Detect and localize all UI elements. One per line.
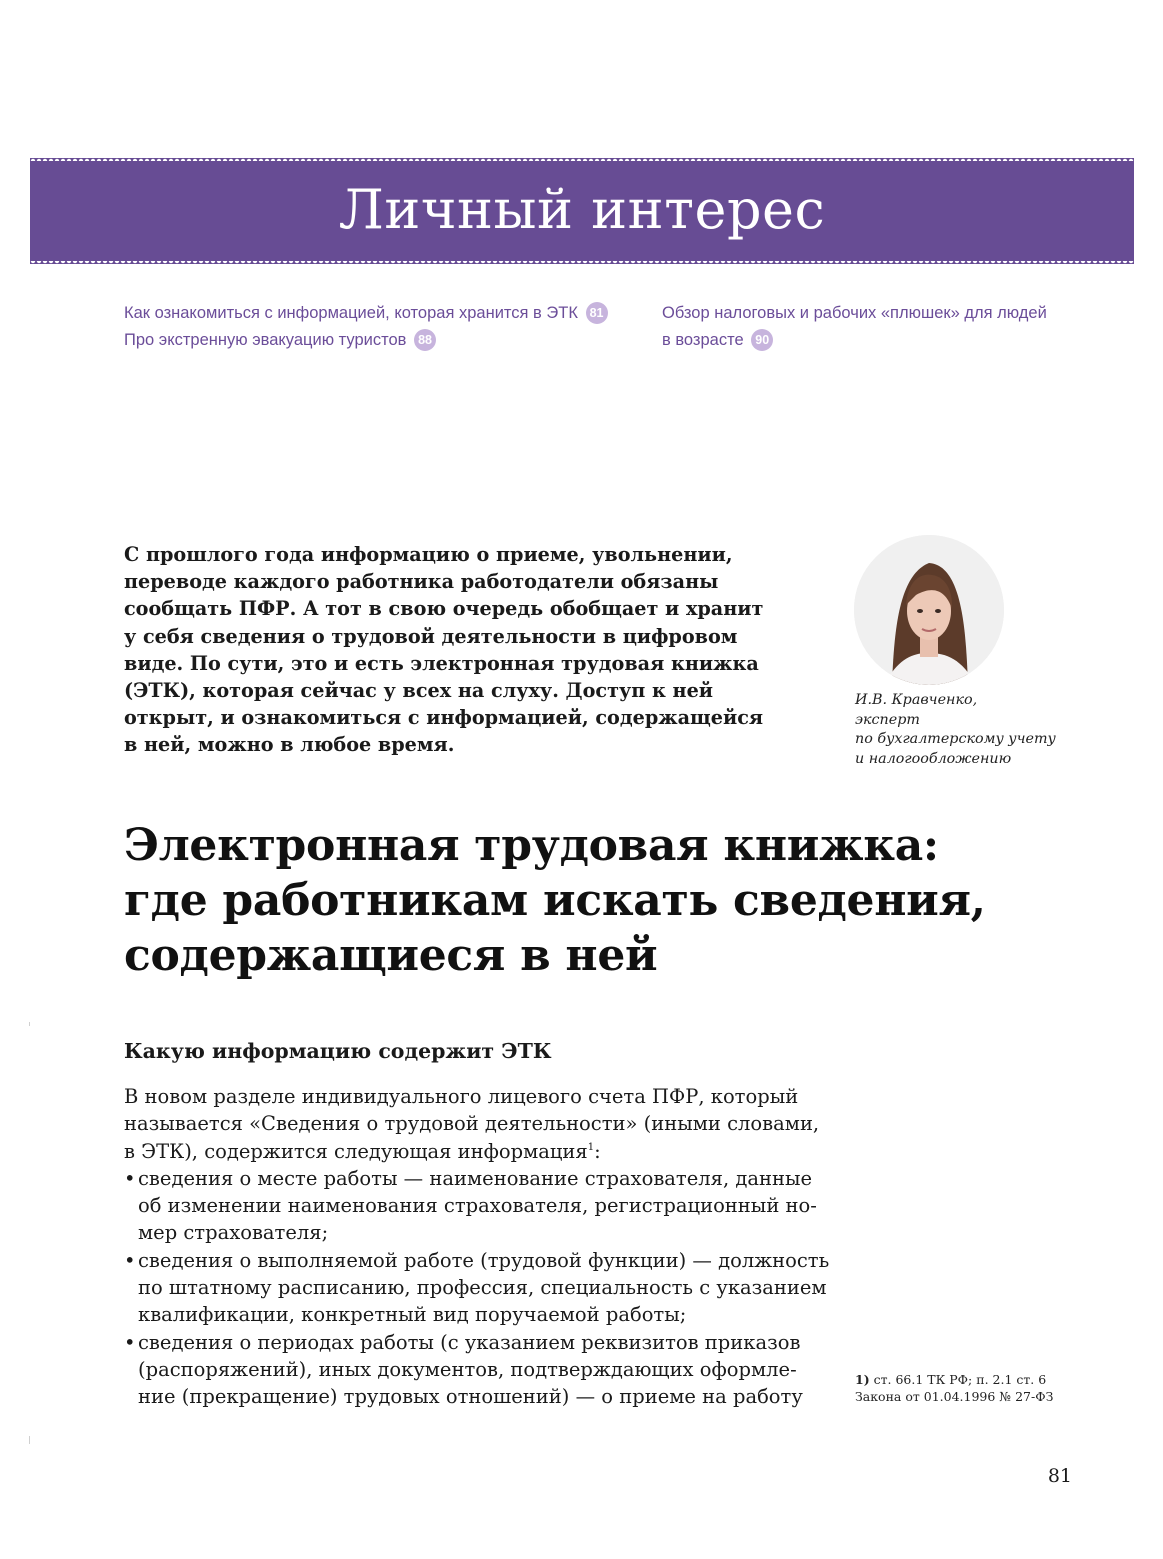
toc-page-badge[interactable]: 90	[751, 329, 773, 351]
author-name: И.В. Кравченко,	[855, 692, 978, 708]
body-text: :	[594, 1139, 601, 1163]
lead-line: у себя сведения о трудовой деятельности в цифровом	[124, 624, 738, 648]
toc-item-label[interactable]: Обзор налоговых и рабочих «плюшек» для людей	[662, 304, 1047, 322]
body-line: называется «Сведения о трудовой деятельности» (иными словами,	[124, 1112, 820, 1136]
author-role: и налогообложению	[855, 750, 1012, 767]
article-body	[124, 1083, 830, 1411]
bullet-line: мер страхователя;	[138, 1221, 329, 1245]
headline-line: где работникам искать сведения,	[124, 875, 986, 926]
bullet-line: по штатному расписанию, профессия, специальность с указанием	[138, 1276, 827, 1300]
banner-title: Личный интерес	[338, 177, 826, 241]
bullet-item: • сведения о выполняемой работе (трудовой функции) — должность	[124, 1247, 804, 1274]
author-role: по бухгалтерскому учету	[855, 731, 1056, 747]
bullet-line: ние (прекращение) трудовых отношений) — о приеме на работу	[138, 1385, 803, 1409]
bullet-line: квалификации, конкретный вид поручаемой работы;	[138, 1303, 687, 1327]
headline-line: содержащиеся в ней	[124, 930, 658, 981]
toc-item[interactable]	[124, 300, 624, 327]
toc-item-label[interactable]: в возрасте	[662, 331, 744, 349]
footnote	[855, 1371, 1095, 1405]
lead-line: в ней, можно в любое время.	[124, 733, 455, 757]
toc-right-column	[662, 300, 1082, 354]
lead-paragraph	[124, 541, 804, 759]
article-headline	[124, 818, 1104, 983]
page-number: 81	[1047, 1465, 1072, 1487]
toc-item-label[interactable]: Про экстренную эвакуацию туристов	[124, 331, 407, 349]
author-avatar	[854, 535, 1004, 685]
margin-mark-bottom	[29, 1436, 30, 1444]
toc-item[interactable]	[124, 327, 624, 354]
bullet-item: • сведения о периодах работы (с указанием реквизитов приказов	[124, 1329, 804, 1356]
author-caption	[855, 691, 1095, 769]
section-title: Какую информацию содержит ЭТК	[124, 1039, 552, 1063]
body-line	[124, 1138, 804, 1165]
footnote-text: ст. 66.1 ТК РФ; п. 2.1 ст. 6	[873, 1372, 1047, 1387]
bullet-item: • сведения о месте работы — наименование страхователя, данные	[124, 1165, 804, 1192]
lead-line: виде. По сути, это и есть электронная трудовая книжка	[124, 651, 759, 675]
bullet-line: (распоряжений), иных документов, подтверждающих оформле-	[138, 1357, 797, 1381]
toc-item-label[interactable]: Как ознакомиться с информацией, которая хранится в ЭТК	[124, 304, 578, 322]
toc-item[interactable]	[662, 300, 1082, 327]
toc-item[interactable]	[662, 327, 1082, 354]
lead-line: сообщать ПФР. А тот в свою очередь обобщает и хранит	[124, 597, 764, 621]
headline-line: Электронная трудовая книжка:	[124, 820, 939, 871]
toc-page-badge[interactable]: 88	[414, 329, 436, 351]
footnote-line: Закона от 01.04.1996 № 27-ФЗ	[855, 1389, 1054, 1404]
bullet-line: об изменении наименования страхователя, регистрационный но-	[138, 1194, 817, 1218]
footnote-ref[interactable]: 1	[587, 1141, 595, 1153]
author-portrait-icon	[854, 535, 1004, 685]
lead-line: переводе каждого работника работодатели обязаны	[124, 570, 719, 594]
footnote-marker: 1)	[855, 1372, 870, 1387]
toc-left-column	[124, 300, 624, 354]
lead-line: (ЭТК), которая сейчас у всех на слуху. Доступ к ней	[124, 679, 714, 703]
body-text: в ЭТК), содержится следующая информация	[124, 1139, 588, 1163]
body-line: В новом разделе индивидуального лицевого счета ПФР, который	[124, 1085, 799, 1108]
author-role: эксперт	[855, 711, 920, 728]
margin-mark-top	[29, 1022, 30, 1026]
lead-line: открыт, и ознакомиться с информацией, содержащейся	[124, 706, 764, 730]
toc-page-badge[interactable]: 81	[586, 302, 608, 324]
footnote-line	[855, 1371, 1095, 1388]
section-banner	[30, 158, 1134, 264]
lead-line: С прошлого года информацию о приеме, увольнении,	[124, 543, 733, 566]
